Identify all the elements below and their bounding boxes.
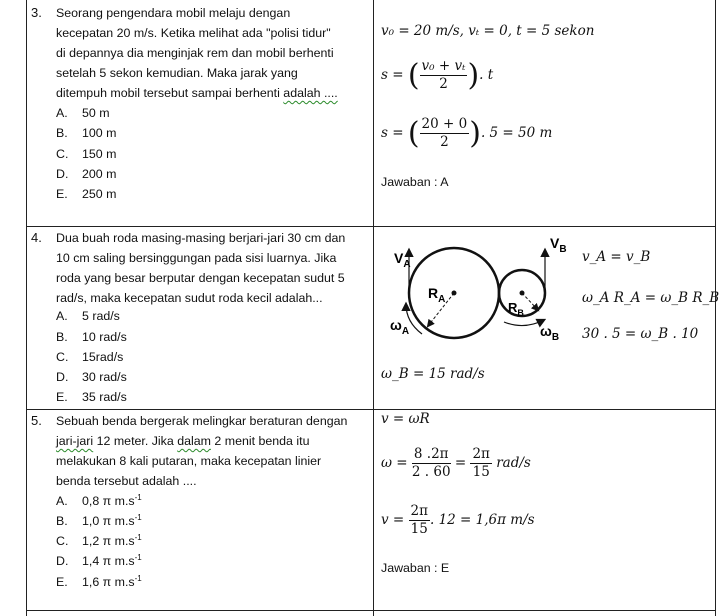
equation-angular: ω_A R_A = ω_B R_B <box>582 290 720 306</box>
option-a: A. 50 m <box>56 106 110 120</box>
option-d: D. 200 m <box>56 167 117 181</box>
option-b: B. 1,0 π $m.s^{-1}$ <box>56 513 142 529</box>
option-e: E. 35 rad/s <box>56 390 127 404</box>
option-e: E. 250 m <box>56 187 117 201</box>
option-a: A. 0,8 π $m.s^{-1}$ <box>56 493 142 509</box>
option-e: E. 1,6 π $m.s^{-1}$ <box>56 574 142 590</box>
label-ra: $R_A$ <box>428 285 446 305</box>
equation-linear-velocity: v = ωR <box>381 411 430 427</box>
option-b: B. 100 m <box>56 126 117 140</box>
omega-b-arc <box>504 320 544 326</box>
answer-label: Jawaban : E <box>381 561 450 575</box>
formula-distance: s = ( $\frac{\text{v₀ + vₜ}}{2}$ ). t <box>381 58 494 93</box>
label-vb: $V_B$ <box>550 235 567 255</box>
gear-wheel-diagram <box>376 230 576 350</box>
option-c: C. 1,2 π $m.s^{-1}$ <box>56 533 142 549</box>
row-divider <box>26 610 716 611</box>
given-values: v₀ = 20 m/s, vₜ = 0, t = 5 sekon <box>381 23 595 39</box>
equation-velocity: v_A = v_B <box>582 249 651 265</box>
table-border-left <box>26 0 27 616</box>
equation-v-result: v = $\frac{2\pi}{15}$ . 12 = 1,6π m/s <box>381 503 535 537</box>
option-b: B. 10 rad/s <box>56 330 127 344</box>
question-text: Seorang pengendara mobil melaju dengan kecepatan 20 m/s. Ketika melihat ada "polisi tidur" di depannya dia menginjak rem dan mobil berhenti setelah 5 sekon kemudian. Maka jarak yang ditempuh mobil tersebut sampai berhenti adalah .... <box>56 6 338 100</box>
equation-result: ω_B = 15 rad/s <box>381 366 485 382</box>
table-column-divider <box>373 0 374 616</box>
option-d: D. 1,4 π $m.s^{-1}$ <box>56 553 142 569</box>
formula-distance-result: s = ( $\frac{20 + 0}{2}$ ). 5 = 50 m <box>381 116 553 151</box>
equation-substitution: 30 . 5 = ω_B . 10 <box>582 326 699 342</box>
label-wa: $\omega_A$ <box>390 317 410 337</box>
row-divider <box>26 226 716 227</box>
equation-omega: ω = $\frac{8 .2\pi}{2 . 60}$ = $\frac{2\pi}{15}$ rad/s <box>381 446 531 480</box>
row-divider <box>26 409 716 410</box>
question-number: 4. <box>31 230 42 245</box>
question-number: 5. <box>31 413 42 428</box>
radius-b-line <box>522 293 538 310</box>
label-wb: $\omega_B$ <box>540 323 560 343</box>
table-border-right <box>715 0 716 616</box>
option-a: A. 5 rad/s <box>56 309 120 323</box>
question-number: 3. <box>31 5 42 20</box>
option-c: C. 15rad/s <box>56 350 124 364</box>
option-d: D. 30 rad/s <box>56 370 127 384</box>
label-rb: $R_B$ <box>508 300 524 318</box>
label-va: $V_A$ <box>394 250 411 270</box>
question-text: Sebuah benda bergerak melingkar beraturan dengan jari-jari 12 meter. Jika dalam 2 menit benda itu melakukan 8 kali putaran, maka kecepatan linier benda tersebut adalah .... <box>56 414 348 488</box>
answer-label: Jawaban : A <box>381 175 449 189</box>
question-text: Dua buah roda masing-masing berjari-jari 30 cm dan 10 cm saling bersinggungan pada sisi luarnya. Jika roda yang besar berputar dengan kecepatan sudut 5 rad/s, maka kecepatan sudut roda kecil adalah... <box>56 231 346 305</box>
option-c: C. 150 m <box>56 147 117 161</box>
